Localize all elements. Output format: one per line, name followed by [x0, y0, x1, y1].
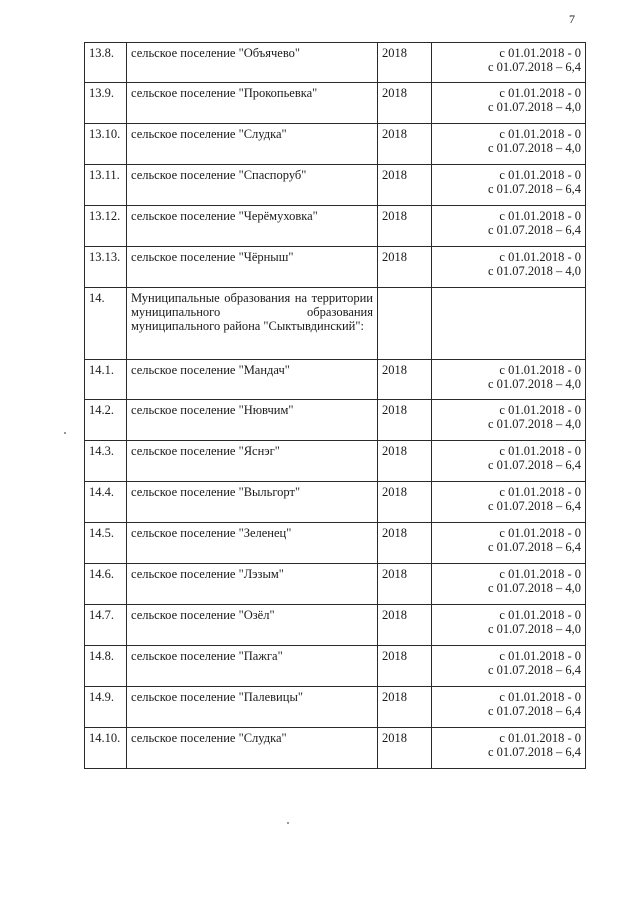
settlement-name: сельское поселение "Палевицы"	[127, 687, 378, 728]
settlement-name: сельское поселение "Слудка"	[127, 728, 378, 769]
row-number: 14.6.	[85, 564, 127, 605]
table-row	[85, 43, 586, 83]
row-number: 13.11.	[85, 165, 127, 206]
rate-line-1: с 01.01.2018 - 0	[499, 46, 581, 60]
settlement-name: сельское поселение "Лэзым"	[127, 564, 378, 605]
rate-line-2: с 01.07.2018 – 4,0	[487, 100, 581, 114]
settlement-name: сельское поселение "Пажга"	[127, 646, 378, 687]
rate-line-2: с 01.07.2018 – 6,4	[487, 182, 581, 196]
row-number: 14.2.	[85, 400, 127, 441]
rate-line-1: с 01.01.2018 - 0	[499, 168, 581, 182]
year-cell: 2018	[378, 441, 432, 482]
year-cell: 2018	[378, 43, 432, 83]
rate-cell	[432, 646, 586, 687]
year-cell: 2018	[378, 482, 432, 523]
rate-cell	[432, 482, 586, 523]
row-number: 13.12.	[85, 206, 127, 247]
rate-cell	[432, 523, 586, 564]
tax-rate-table	[84, 42, 586, 769]
rate-cell	[432, 728, 586, 769]
rate-line-1: с 01.01.2018 - 0	[499, 567, 581, 581]
rate-line-2: с 01.07.2018 – 6,4	[487, 540, 581, 554]
rate-cell	[432, 605, 586, 646]
rate-line-1: с 01.01.2018 - 0	[499, 127, 581, 141]
rate-line-2: с 01.07.2018 – 6,4	[487, 704, 581, 718]
settlement-name: сельское поселение "Яснэг"	[127, 441, 378, 482]
year-cell: 2018	[378, 646, 432, 687]
year-cell: 2018	[378, 165, 432, 206]
rate-line-2: с 01.07.2018 – 6,4	[487, 223, 581, 237]
settlement-name: сельское поселение "Мандач"	[127, 360, 378, 400]
year-cell: 2018	[378, 728, 432, 769]
rate-cell	[432, 43, 586, 83]
row-number: 13.10.	[85, 124, 127, 165]
scan-speck	[287, 822, 289, 824]
row-number: 13.13.	[85, 247, 127, 288]
rate-line-2: с 01.07.2018 – 4,0	[487, 264, 581, 278]
table-row	[85, 482, 586, 523]
rate-cell	[432, 165, 586, 206]
year-cell: 2018	[378, 360, 432, 400]
year-cell: 2018	[378, 523, 432, 564]
settlement-name: сельское поселение "Чёрныш"	[127, 247, 378, 288]
table-row	[85, 564, 586, 605]
year-cell: 2018	[378, 564, 432, 605]
settlement-name: сельское поселение "Нювчим"	[127, 400, 378, 441]
settlement-name: сельское поселение "Слудка"	[127, 124, 378, 165]
rate-line-1: с 01.01.2018 - 0	[499, 444, 581, 458]
rate-line-1: с 01.01.2018 - 0	[499, 526, 581, 540]
rate-line-2: с 01.07.2018 – 4,0	[487, 377, 581, 391]
rate-line-2: с 01.07.2018 – 6,4	[487, 745, 581, 759]
rate-line-1: с 01.01.2018 - 0	[499, 649, 581, 663]
row-number: 13.9.	[85, 83, 127, 124]
rate-cell	[432, 687, 586, 728]
rate-line-1: с 01.01.2018 - 0	[499, 363, 581, 377]
rate-line-2: с 01.07.2018 – 6,4	[487, 458, 581, 472]
table-row	[85, 124, 586, 165]
rate-line-2: с 01.07.2018 – 6,4	[487, 60, 581, 74]
rate-line-1: с 01.01.2018 - 0	[499, 690, 581, 704]
table-row	[85, 206, 586, 247]
rate-line-1: с 01.01.2018 - 0	[499, 485, 581, 499]
row-number: 14.9.	[85, 687, 127, 728]
row-number: 14.8.	[85, 646, 127, 687]
table-row	[85, 165, 586, 206]
rate-cell	[432, 441, 586, 482]
rate-cell	[432, 360, 586, 400]
settlement-name: сельское поселение "Объячево"	[127, 43, 378, 83]
table-row	[85, 728, 586, 769]
rate-line-2: с 01.07.2018 – 6,4	[487, 663, 581, 677]
table-row	[85, 523, 586, 564]
rate-line-2: с 01.07.2018 – 6,4	[487, 499, 581, 513]
rate-line-1: с 01.01.2018 - 0	[499, 250, 581, 264]
table-row	[85, 646, 586, 687]
settlement-name: сельское поселение "Спаспоруб"	[127, 165, 378, 206]
group-number: 14.	[85, 288, 127, 360]
settlement-name: сельское поселение "Черёмуховка"	[127, 206, 378, 247]
table-row	[85, 360, 586, 400]
row-number: 14.4.	[85, 482, 127, 523]
rate-cell	[432, 247, 586, 288]
row-number: 13.8.	[85, 43, 127, 83]
table-row	[85, 441, 586, 482]
table-row	[85, 605, 586, 646]
row-number: 14.1.	[85, 360, 127, 400]
scan-speck	[64, 432, 66, 434]
rate-line-1: с 01.01.2018 - 0	[499, 86, 581, 100]
year-cell: 2018	[378, 83, 432, 124]
year-cell: 2018	[378, 687, 432, 728]
rate-line-1: с 01.01.2018 - 0	[499, 209, 581, 223]
rate-cell	[432, 124, 586, 165]
rate-cell	[432, 83, 586, 124]
table-row	[85, 400, 586, 441]
settlement-name: сельское поселение "Озёл"	[127, 605, 378, 646]
empty-cell	[378, 288, 432, 360]
rate-line-1: с 01.01.2018 - 0	[499, 731, 581, 745]
page-number: 7	[569, 12, 575, 26]
rate-line-2: с 01.07.2018 – 4,0	[487, 581, 581, 595]
rate-cell	[432, 206, 586, 247]
settlement-name: сельское поселение "Выльгорт"	[127, 482, 378, 523]
year-cell: 2018	[378, 247, 432, 288]
row-number: 14.3.	[85, 441, 127, 482]
table-row	[85, 247, 586, 288]
settlement-name: сельское поселение "Зеленец"	[127, 523, 378, 564]
row-number: 14.7.	[85, 605, 127, 646]
year-cell: 2018	[378, 124, 432, 165]
group-header-row	[85, 288, 586, 360]
rate-cell	[432, 400, 586, 441]
table-row	[85, 83, 586, 124]
settlement-name: сельское поселение "Прокопьевка"	[127, 83, 378, 124]
rate-line-2: с 01.07.2018 – 4,0	[487, 417, 581, 431]
table-row	[85, 687, 586, 728]
rate-line-2: с 01.07.2018 – 4,0	[487, 141, 581, 155]
year-cell: 2018	[378, 605, 432, 646]
rate-cell	[432, 564, 586, 605]
empty-cell	[432, 288, 586, 360]
row-number: 14.10.	[85, 728, 127, 769]
rate-line-2: с 01.07.2018 – 4,0	[487, 622, 581, 636]
group-name: Муниципальные образования на территории муниципального образования муниципального района "Сыктывдинский":	[127, 288, 378, 360]
year-cell: 2018	[378, 400, 432, 441]
year-cell: 2018	[378, 206, 432, 247]
rate-line-1: с 01.01.2018 - 0	[499, 403, 581, 417]
rate-line-1: с 01.01.2018 - 0	[499, 608, 581, 622]
row-number: 14.5.	[85, 523, 127, 564]
